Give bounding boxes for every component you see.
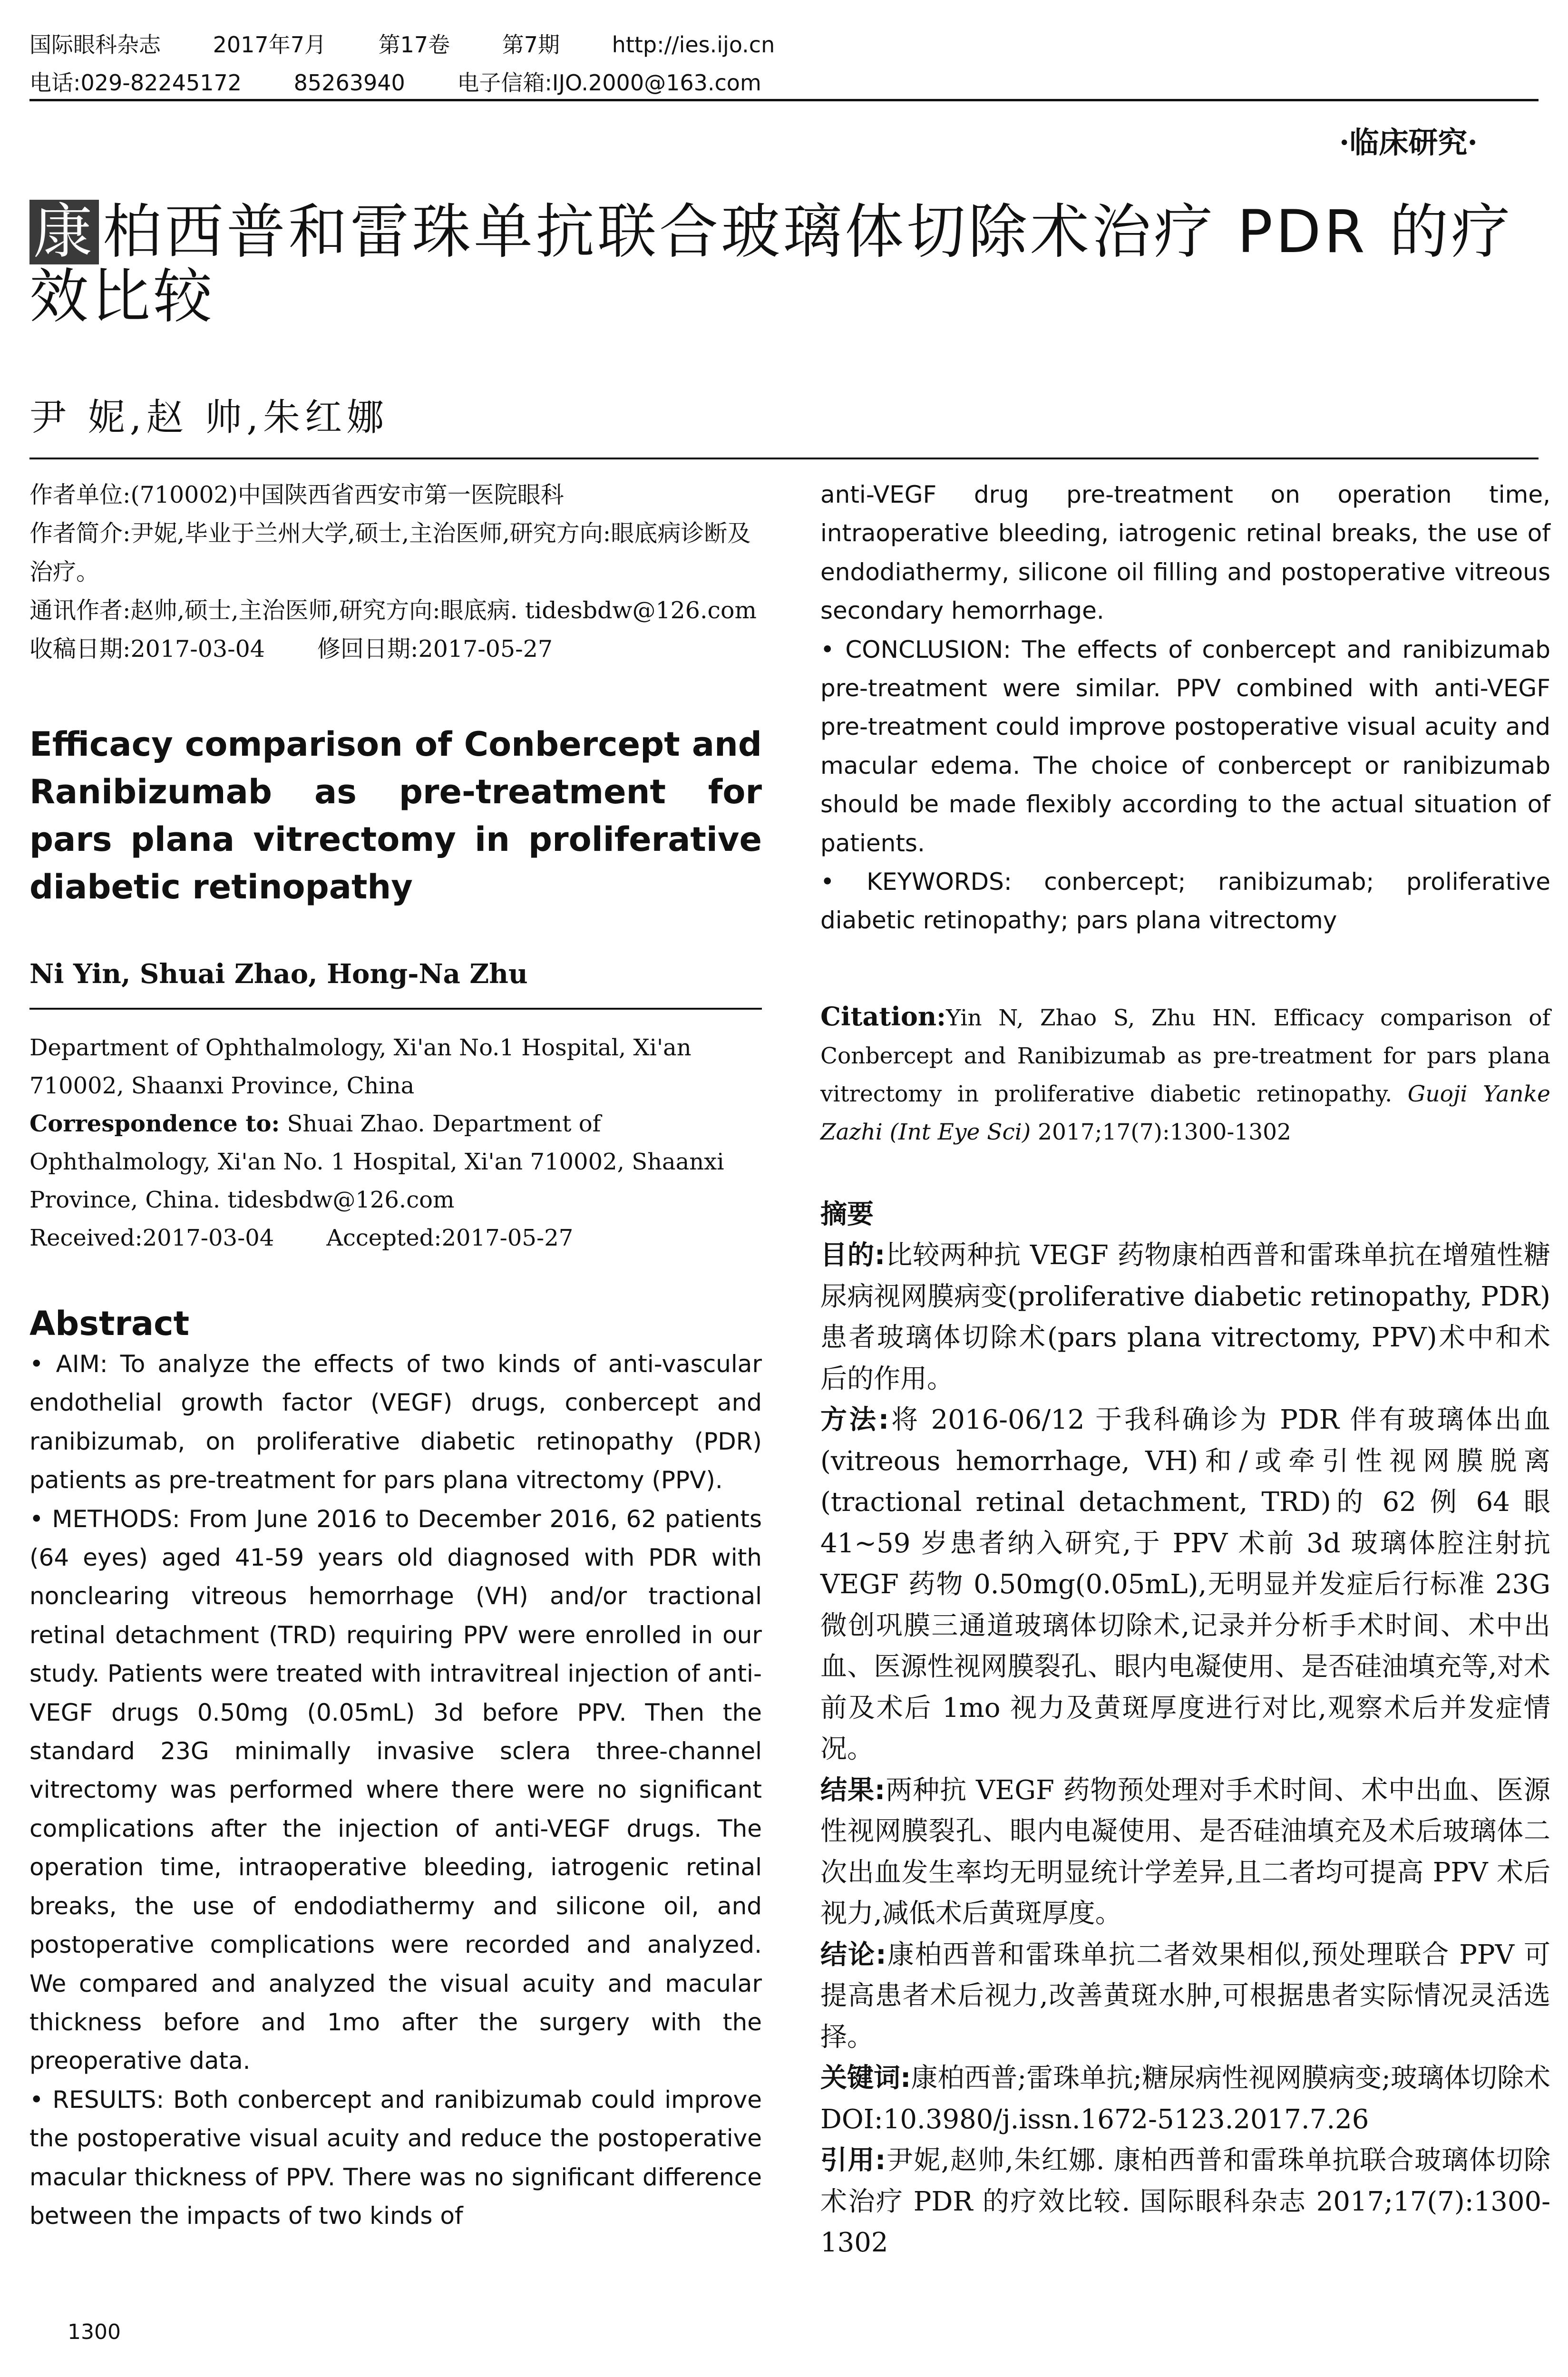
volume: 第17卷 <box>378 32 450 58</box>
cn-result-label: 结果: <box>820 1774 886 1806</box>
cn-result-text: 两种抗 VEGF 药物预处理对手术时间、术中出血、医源性视网膜裂孔、眼内电凝使用、是否硅油填充及术后玻璃体二次出血发生率均无明显统计学差异,且二者均可提高 PPV 术后视力,减低术后黄斑厚度。 <box>820 1774 1551 1929</box>
left-column <box>29 476 762 2235</box>
abstract-conclusion: • CONCLUSION: The effects of conbercept and ranibizumab pre-treatment were similar. PPV combined with anti-VEGF pre-treatment could improve postoperative visual acuity and macular edema. The choice of conbercept or ranibizumab should be made flexibly according to the actual situation of patients. <box>820 635 1550 857</box>
issue-number: 第7期 <box>502 32 560 58</box>
correspondence-text: Shuai Zhao. Department of Ophthalmology, Xi'an No. 1 Hospital, Xi'an 710002, Shaanxi Province, China. tidesbdw@126.com <box>29 1111 724 1213</box>
author-unit: 作者单位:(710002)中国陕西省西安市第一医院眼科 <box>29 481 564 508</box>
chinese-abstract <box>820 1194 1550 2264</box>
author-intro: 作者简介:尹妮,毕业于兰州大学,硕士,主治医师,研究方向:眼底病诊断及治疗。 <box>29 520 751 585</box>
title-rest: 柏西普和雷珠单抗联合玻璃体切除术治疗 PDR 的疗效比较 <box>29 198 1513 331</box>
title-first-char: 康 <box>29 200 99 264</box>
cn-method-text: 将 2016-06/12 于我科确诊为 PDR 伴有玻璃体出血(vitreous hemorrhage, VH)和/或牵引性视网膜脱离(tractional retinal detachment, TRD)的 62 例 64 眼 41~59 岁患者纳入研究,于 PPV 术前 3d 玻璃体腔注射抗 VEGF 药物 0.50mg(0.05mL),无明显并发症后行标准 23G 微创巩膜三通道玻璃体切除术,记录并分析手术时间、术中出血、医源性视网膜裂孔、眼内电凝使用、是否硅油填充等,对术前及术后 1mo 视力及黄斑厚度进行对比,观察术后并发症情况。 <box>820 1404 1550 1765</box>
corresponding-author: 通讯作者:赵帅,硕士,主治医师,研究方向:眼底病. tidesbdw@126.com <box>29 597 757 624</box>
cn-keywords-label: 关键词: <box>820 2063 911 2094</box>
cn-conclusion <box>820 1935 1550 2058</box>
journal-url[interactable]: http://ies.ijo.cn <box>612 32 775 58</box>
journal-name: 国际眼科杂志 <box>29 32 161 58</box>
abstract-results-continued: anti-VEGF drug pre-treatment on operation time, intraoperative bleeding, iatrogenic retinal breaks, the use of endodiathermy, silicone oil filling and postoperative vitreous secondary hemorrhage. <box>820 481 1550 625</box>
chinese-title <box>29 200 1542 330</box>
cn-keywords-text: 康柏西普;雷珠单抗;糖尿病性视网膜病变;玻璃体切除术 <box>911 2063 1551 2094</box>
accepted-date: Accepted:2017-05-27 <box>326 1225 574 1251</box>
affiliation: Department of Ophthalmology, Xi'an No.1 Hospital, Xi'an 710002, Shaanxi Province, China <box>29 1034 691 1099</box>
cn-method-label: 方法: <box>820 1404 889 1436</box>
title-rule <box>29 458 1539 459</box>
chinese-abstract-heading: 摘要 <box>820 1198 874 1230</box>
cn-purpose <box>820 1235 1550 1400</box>
correspondence <box>29 1105 762 1219</box>
citation-label: Citation: <box>820 1001 946 1032</box>
english-dates <box>29 1219 762 1257</box>
header-rule <box>29 99 1539 101</box>
doi[interactable]: DOI:10.3980/j.issn.1672-5123.2017.7.26 <box>820 2104 1369 2135</box>
citation-journal: Guoji Yanke Zazhi (Int Eye Sci) <box>820 1081 1550 1145</box>
cn-result <box>820 1770 1550 1935</box>
citation <box>820 997 1550 1151</box>
cn-method <box>820 1400 1550 1770</box>
received-date: Received:2017-03-04 <box>29 1225 274 1251</box>
citation-pages: 2017;17(7):1300-1302 <box>1038 1119 1291 1145</box>
abstract-aim: • AIM: To analyze the effects of two kinds of anti-vascular endothelial growth factor (VEGF) drugs, conbercept and ranibizumab, on proliferative diabetic retinopathy (PDR) patients as pre-treatment for pars plana vitrectomy (PPV). <box>29 1350 762 1494</box>
journal-contact-line <box>29 66 807 97</box>
abstract-keywords: • KEYWORDS: conbercept; ranibizumab; proliferative diabetic retinopathy; pars plana vitrectomy <box>820 868 1550 935</box>
cn-conclusion-text: 康柏西普和雷珠单抗二者效果相似,预处理联合 PPV 可提高患者术后视力,改善黄斑水肿,可根据患者实际情况灵活选择。 <box>820 1939 1550 2053</box>
cn-citation <box>820 2140 1550 2264</box>
chinese-dates <box>29 630 762 668</box>
affiliation-rule <box>29 1008 762 1010</box>
english-affiliation-block <box>29 1029 762 1257</box>
cn-purpose-label: 目的: <box>820 1240 886 1271</box>
phone-secondary: 85263940 <box>293 70 405 96</box>
citation-text: Yin N, Zhao S, Zhu HN. Efficacy comparison of Conbercept and Ranibizumab as pre-treatment for pars plana vitrectomy in proliferative diabetic retinopathy. <box>820 1004 1550 1107</box>
abstract-results: • RESULTS: Both conbercept and ranibizumab could improve the postoperative visual acuity and reduce the postoperative macular thickness of PPV. There was no significant difference between the impacts of two kinds of <box>29 2085 762 2230</box>
english-title: Efficacy comparison of Conbercept and Ranibizumab as pre-treatment for pars plana vitrectomy in proliferative diabetic retinopathy <box>29 725 762 906</box>
phone: 电话:029-82245172 <box>29 70 242 96</box>
chinese-meta <box>29 476 762 668</box>
received-date-cn: 收稿日期:2017-03-04 <box>29 635 265 662</box>
abstract-methods: • METHODS: From June 2016 to December 2016, 62 patients (64 eyes) aged 41-59 years old diagnosed with PDR with nonclearing vitreous hemorrhage (VH) and/or tractional retinal detachment (TRD) requiring PPV were enrolled in our study. Patients were treated with intravitreal injection of anti-VEGF drugs 0.50mg (0.05mL) 3d before PPV. Then the standard 23G minimally invasive sclera three-channel vitrectomy was performed where there were no significant complications after the injection of anti-VEGF drugs. The operation time, intraoperative bleeding, iatrogenic retinal breaks, the use of endodiathermy and silicone oil, and postoperative complications were recorded and analyzed. We compared and analyzed the visual acuity and macular thickness before and 1mo after the surgery with the preoperative data. <box>29 1505 762 2075</box>
section-label: ·临床研究· <box>1339 125 1478 160</box>
english-authors: Ni Yin, Shuai Zhao, Hong-Na Zhu <box>29 958 528 990</box>
journal-email[interactable]: 电子信箱:IJO.2000@163.com <box>457 70 761 96</box>
correspondence-label: Correspondence to: <box>29 1111 280 1137</box>
page-number: 1300 <box>68 2320 121 2344</box>
cn-keywords <box>820 2058 1550 2099</box>
cn-citation-text: 尹妮,赵帅,朱红娜. 康柏西普和雷珠单抗联合玻璃体切除术治疗 PDR 的疗效比较. 国际眼科杂志 2017;17(7):1300-1302 <box>820 2145 1550 2259</box>
cn-conclusion-label: 结论: <box>820 1939 886 1970</box>
issue-date: 2017年7月 <box>213 32 326 58</box>
chinese-authors: 尹 妮,赵 帅,朱红娜 <box>29 396 389 439</box>
cn-purpose-text: 比较两种抗 VEGF 药物康柏西普和雷珠单抗在增殖性糖尿病视网膜病变(proliferative diabetic retinopathy, PDR)患者玻璃体切除术(pars plana vitrectomy, PPV)术中和术后的作用。 <box>820 1240 1550 1394</box>
cn-citation-label: 引用: <box>820 2145 886 2176</box>
revised-date-cn: 修回日期:2017-05-27 <box>317 635 553 662</box>
abstract-heading: Abstract <box>29 1304 190 1343</box>
journal-header-line <box>29 28 820 59</box>
right-column <box>820 476 1550 2264</box>
